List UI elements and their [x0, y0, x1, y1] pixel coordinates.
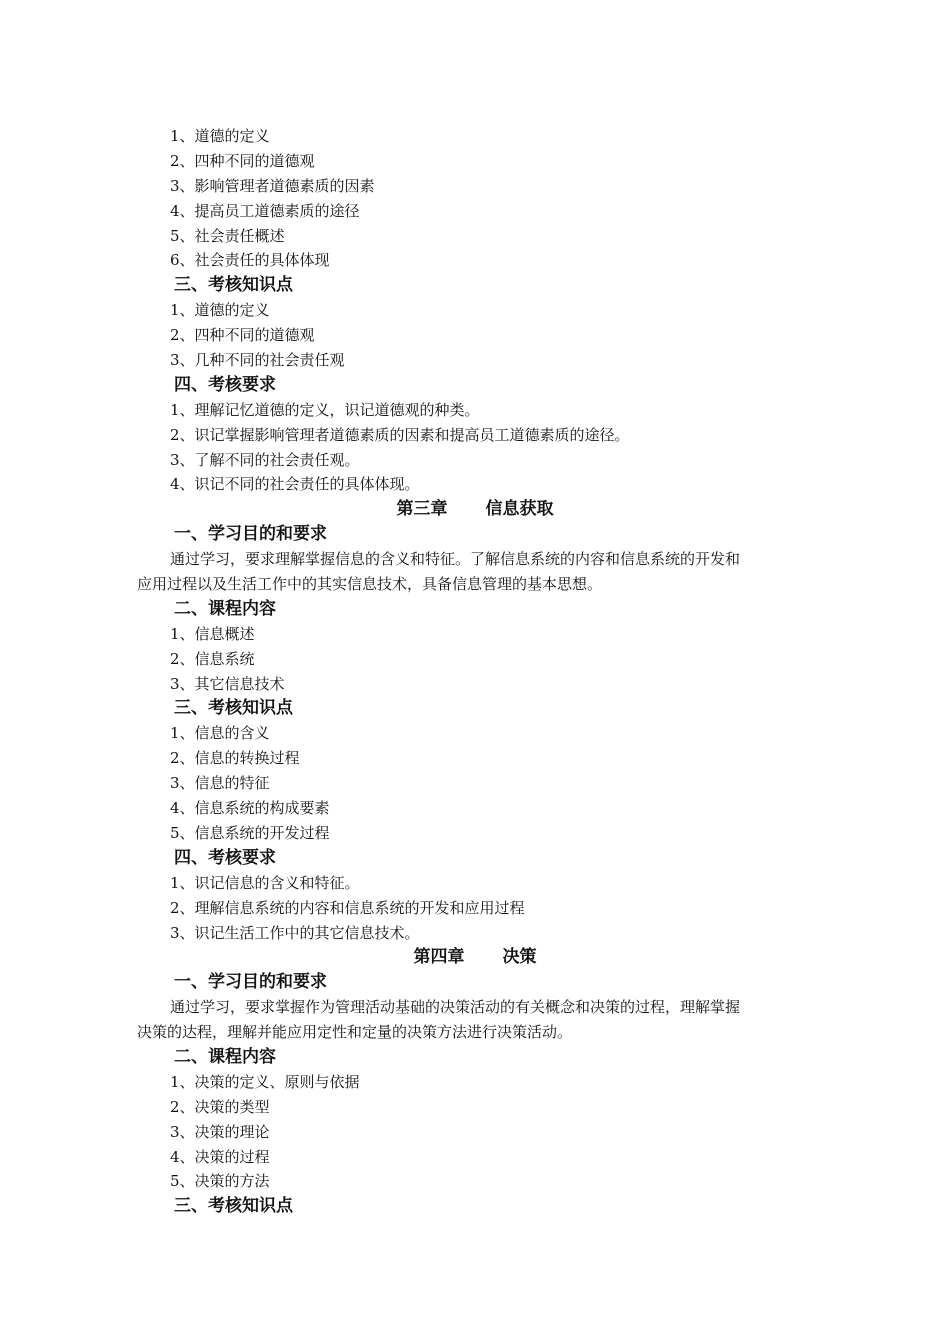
list-item: 1、道德的定义: [170, 301, 270, 320]
list-item: 4、决策的过程: [170, 1147, 270, 1166]
section-heading: 三、考核知识点: [174, 1196, 293, 1217]
list-item: 1、信息概述: [170, 624, 255, 643]
chapter-number: 第三章: [396, 499, 448, 520]
list-item: 3、信息的特征: [170, 774, 270, 793]
list-item: 2、决策的类型: [170, 1097, 270, 1116]
chapter-title: [0, 497, 950, 522]
paragraph-line: 通过学习，要求理解掌握信息的含义和特征。了解信息系统的内容和信息系统的开发和: [170, 550, 741, 569]
paragraph-line: 应用过程以及生活工作中的其实信息技术，具备信息管理的基本思想。: [137, 575, 603, 594]
list-item: 1、信息的含义: [170, 724, 270, 743]
list-item: 3、几种不同的社会责任观: [170, 351, 345, 370]
list-item: 2、四种不同的道德观: [170, 326, 315, 345]
list-item: 3、其它信息技术: [170, 674, 285, 693]
list-item: 2、识记掌握影响管理者道德素质的因素和提高员工道德素质的途径。: [170, 425, 630, 444]
section-heading: 四、考核要求: [174, 374, 276, 395]
list-item: 5、信息系统的开发过程: [170, 823, 330, 842]
list-item: 1、识记信息的含义和特征。: [170, 873, 360, 892]
paragraph-line: 决策的达程，理解并能应用定性和定量的决策方法进行决策活动。: [137, 1023, 573, 1042]
list-item: 3、了解不同的社会责任观。: [170, 450, 360, 469]
section-heading: 一、学习目的和要求: [174, 524, 327, 545]
chapter-name: 信息获取: [485, 499, 554, 520]
list-item: 2、信息系统: [170, 649, 255, 668]
list-item: 1、道德的定义: [170, 127, 270, 145]
list-item: 4、信息系统的构成要素: [170, 799, 330, 818]
chapter-name: 决策: [502, 947, 537, 968]
list-item: 1、理解记忆道德的定义，识记道德观的种类。: [170, 400, 480, 419]
list-item: 5、决策的方法: [170, 1172, 270, 1191]
list-item: 4、提高员工道德素质的途径: [170, 201, 360, 220]
section-heading: 二、课程内容: [174, 1046, 276, 1067]
list-item: 5、社会责任概述: [170, 226, 285, 245]
list-item: 2、信息的转换过程: [170, 749, 300, 768]
list-item: 2、理解信息系统的内容和信息系统的开发和应用过程: [170, 898, 525, 917]
section-heading: 三、考核知识点: [174, 698, 293, 719]
section-heading: 三、考核知识点: [174, 275, 293, 296]
list-item: 2、四种不同的道德观: [170, 151, 315, 170]
section-heading: 一、学习目的和要求: [174, 972, 327, 993]
section-heading: 二、课程内容: [174, 598, 276, 619]
list-item: 3、决策的理论: [170, 1122, 270, 1141]
list-item: 3、影响管理者道德素质的因素: [170, 176, 375, 195]
document-page: [0, 124, 950, 1219]
paragraph-line: 通过学习，要求掌握作为管理活动基础的决策活动的有关概念和决策的过程，理解掌握: [170, 998, 741, 1017]
list-item: 4、识记不同的社会责任的具体体现。: [170, 475, 420, 494]
list-item: 3、识记生活工作中的其它信息技术。: [170, 923, 420, 942]
chapter-title: [0, 945, 950, 970]
section-heading: 四、考核要求: [174, 847, 276, 868]
list-item: 6、社会责任的具体体现: [170, 251, 330, 270]
chapter-number: 第四章: [413, 947, 465, 968]
list-item: 1、决策的定义、原则与依据: [170, 1072, 360, 1091]
